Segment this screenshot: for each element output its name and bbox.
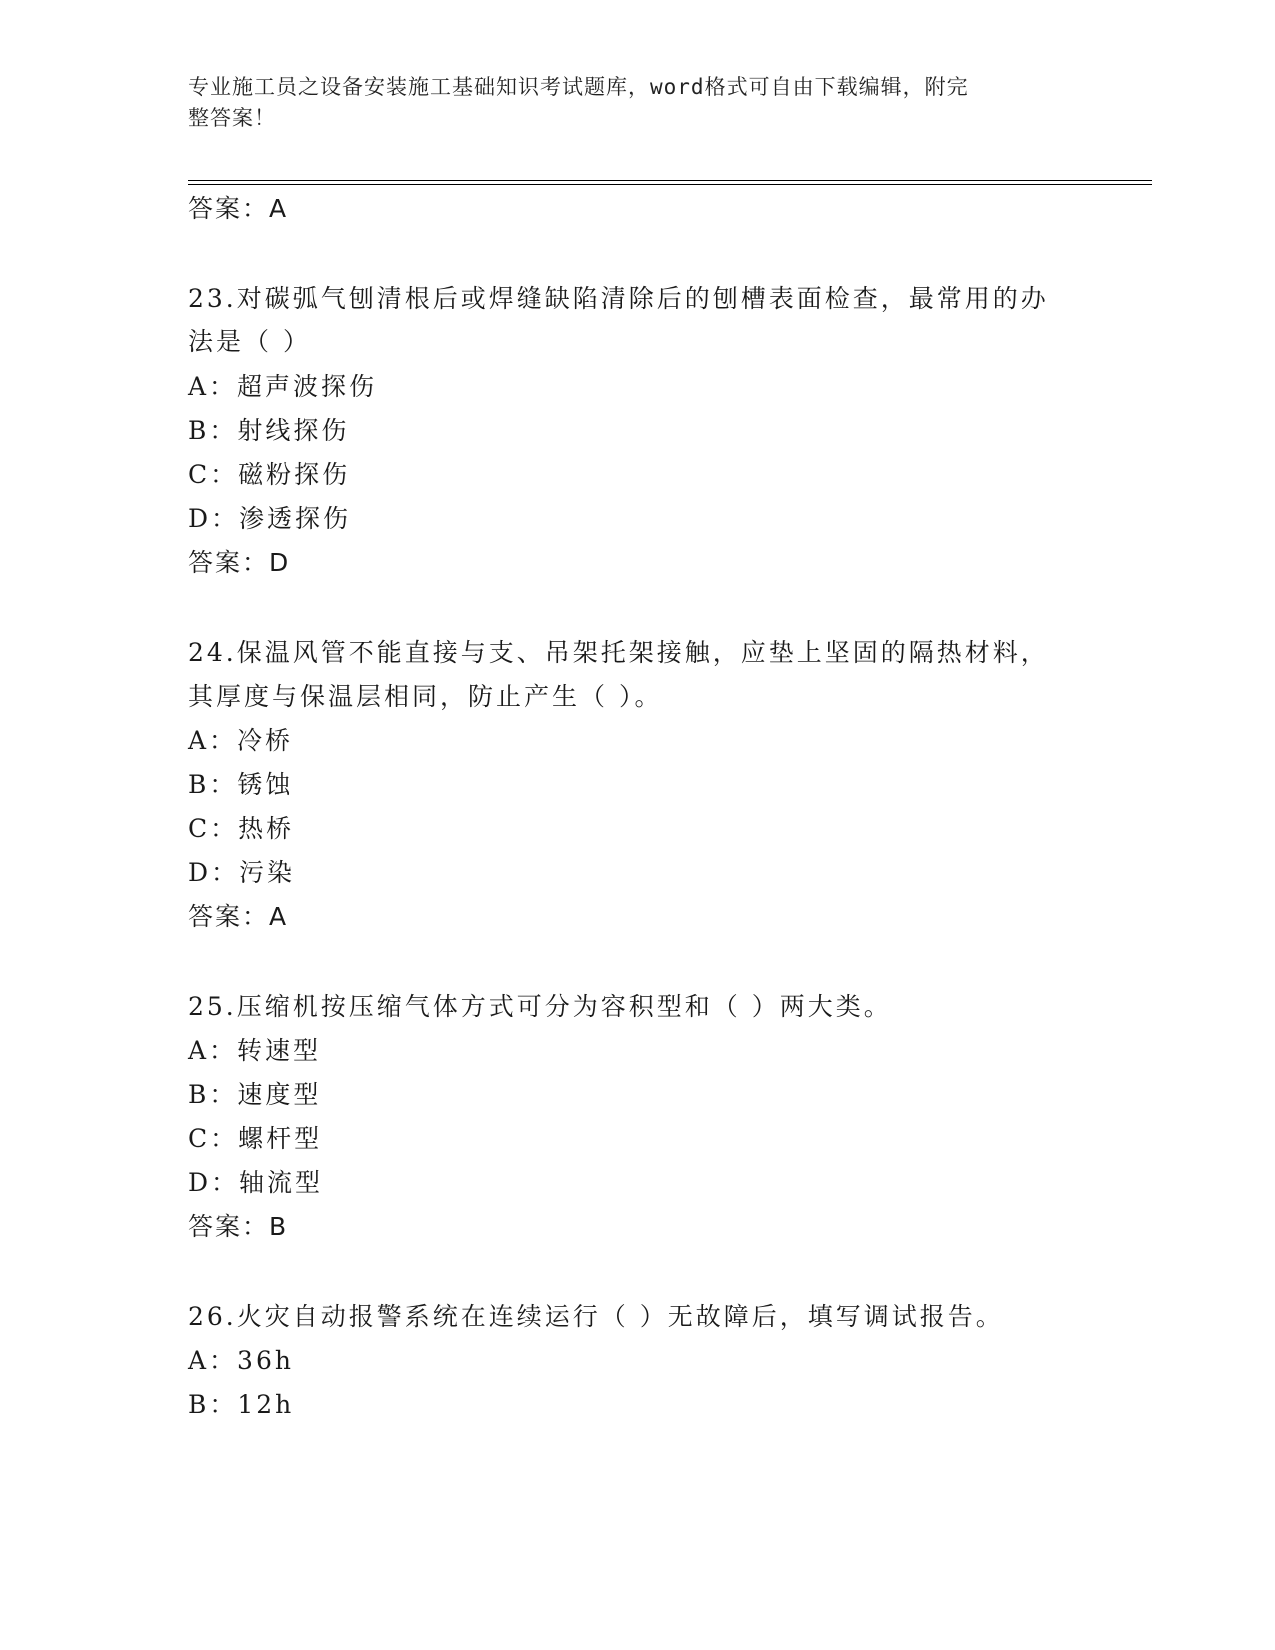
question-24-answer: 答案：A — [188, 902, 289, 931]
question-24-stem-line-2: 其厚度与保温层相同，防止产生（ ）。 — [188, 682, 663, 711]
question-26-option-b: B：12h — [188, 1390, 295, 1419]
question-23-option-a: A：超声波探伤 — [188, 372, 378, 401]
question-23-option-b: B：射线探伤 — [188, 416, 350, 445]
question-23-stem-line-2: 法是（ ） — [188, 327, 311, 356]
question-24-stem-line-1: 24.保温风管不能直接与支、吊架托架接触，应垫上坚固的隔热材料， — [188, 638, 1049, 667]
question-23-answer: 答案：D — [188, 548, 291, 577]
header-line-2: 整答案！ — [188, 106, 276, 130]
question-26-option-a: A：36h — [188, 1346, 294, 1375]
question-25-option-d: D：轴流型 — [188, 1168, 324, 1197]
question-24-option-c: C：热桥 — [188, 814, 295, 843]
question-25-answer: 答案：B — [188, 1212, 289, 1241]
question-24-option-b: B：锈蚀 — [188, 770, 294, 799]
question-26-stem-line-1: 26.火灾自动报警系统在连续运行（ ）无故障后，填写调试报告。 — [188, 1302, 1004, 1331]
question-24-option-d: D：污染 — [188, 858, 296, 887]
question-24-option-a: A：冷桥 — [188, 726, 294, 755]
question-25-option-c: C：螺杆型 — [188, 1124, 323, 1153]
answer-22: 答案：A — [188, 194, 289, 223]
header-divider-bottom — [188, 184, 1152, 185]
question-23-option-c: C：磁粉探伤 — [188, 460, 351, 489]
header-divider-top — [188, 180, 1152, 181]
question-25-stem-line-1: 25.压缩机按压缩气体方式可分为容积型和（ ）两大类。 — [188, 992, 892, 1021]
document-header — [188, 72, 1068, 134]
question-25-option-a: A：转速型 — [188, 1036, 322, 1065]
question-23-option-d: D：渗透探伤 — [188, 504, 352, 533]
header-line-1: 专业施工员之设备安装施工基础知识考试题库，word格式可自由下载编辑，附完 — [188, 75, 969, 99]
question-25-option-b: B：速度型 — [188, 1080, 322, 1109]
question-23-stem-line-1: 23.对碳弧气刨清根后或焊缝缺陷清除后的刨槽表面检查，最常用的办 — [188, 284, 1049, 313]
